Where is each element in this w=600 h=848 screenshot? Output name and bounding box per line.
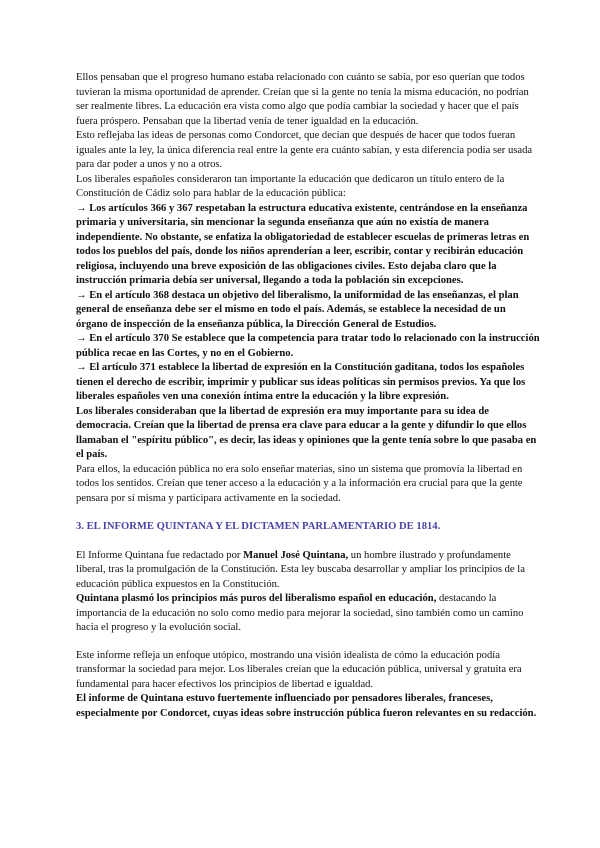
paragraph-informe-quintana bbox=[76, 549, 540, 593]
bullet-article-370: → En el artículo 370 Se establece que la competencia para tratar todo lo relacionado con la instrucción pública recae en las Cortes, y no en el Gobierno. bbox=[76, 333, 540, 359]
paragraph-influence: El informe de Quintana estuvo fuertemente influenciado por pensadores liberales, franceses, especialmente por Condorcet, cuyas ideas sobre instrucción pública fueron relevantes en su redacción. bbox=[76, 693, 537, 719]
text-run: un hombre ilustrado y profundamente liberal, tras la promulgación de la Constitución. Esta ley buscaba desarrollar y ampliar los principios de la educación pública expuestos en la Constitución. bbox=[76, 549, 525, 590]
paragraph-progress: Ellos pensaban que el progreso humano estaba relacionado con cuánto se sabía, por eso querían que todos tuvieran la misma oportunidad de aprender. Creían que si la gente no tenía la misma educación, no podrían ser realmente libres. La educación era vista como algo que podía cambiar la sociedad y hacer que el país fuera próspero. Pensaban que la libertad venía de tener igualdad en la educación. bbox=[76, 72, 529, 127]
paragraph-constitution: Los liberales españoles consideraron tan importante la educación que dedicaron un título entero de la Constitución de Cádiz solo para hablar de la educación pública: bbox=[76, 173, 505, 199]
text-run: destacando la importancia de la educación no solo como medio para mejorar la sociedad, sino también como un camino hacia el progreso y la evolución social. bbox=[76, 593, 524, 633]
author-name: Manuel José Quintana, bbox=[243, 549, 349, 561]
paragraph-utopian: Este informe refleja un enfoque utópico, mostrando una visión idealista de cómo la educación podía transformar la sociedad para mejor. Los liberales creían que la educación pública, universal y gratuita era fundamental para hacer efectivos los principios de libertad e igualdad. bbox=[76, 649, 522, 690]
section-heading: 3. EL INFORME QUINTANA Y EL DICTAMEN PARLAMENTARIO DE 1814. bbox=[76, 521, 441, 532]
text-run: El Informe Quintana fue redactado por bbox=[76, 549, 244, 561]
bullet-article-371: → El artículo 371 establece la libertad de expresión en la Constitución gaditana, todos los españoles tienen el derecho de escribir, imprimir y publicar sus ideas políticas sin permisos previos. Ya que los liberales españoles ven una conexión íntima entre la educación y la libre expresión. bbox=[76, 362, 526, 402]
section-2 bbox=[76, 549, 540, 722]
paragraph-public-education: Para ellos, la educación pública no era solo enseñar materias, sino un sistema que promovía la libertad en todos los sentidos. Creían que tener acceso a la educación y a la información era crucial para que la gente pensara por sí misma y participara activamente en la sociedad. bbox=[76, 463, 523, 504]
bullet-article-368: → En el artículo 368 destaca un objetivo del liberalismo, la uniformidad de las enseñanzas, el plan general de enseñanza debe ser el mismo en todo el país. Además, se establece la necesidad de un órgano de inspección de la enseñanza pública, la Dirección General de Estudios. bbox=[76, 289, 519, 330]
paragraph-condorcet: Esto reflejaba las ideas de personas como Condorcet, que decían que después de hacer que todos fueran iguales ante la ley, la única diferencia real entre la gente era cuánto sabían, y esta diferencia podía ser usada para dar poder a unos y no a otros. bbox=[76, 130, 533, 170]
paragraph-freedom-expression: Los liberales consideraban que la libertad de expresión era muy importante para su idea de democracia. Creían que la libertad de prensa era clave para educar a la gente y difundir lo que ellos llamaban el "espíritu público", es decir, las ideas y opiniones que la gente tenía sobre lo que pasaba en el país. bbox=[76, 405, 537, 460]
bullet-articles-366-367: → Los artículos 366 y 367 respetaban la estructura educativa existente, centrándose en la enseñanza primaria y universitaria, sin mencionar la segunda enseñanza que aún no existía de manera independiente. No obstante, se enfatiza la obligatoriedad de establecer escuelas de primeras letras en todos los pueblos del país, donde los niños aprenderían a leer, escribir, contar y recibirán educación religiosa, incluyendo una breve exposición de las obligaciones civiles. Esto dejaba claro que la instrucción primaria debía ser universal, llegando a toda la población sin excepciones. bbox=[76, 202, 530, 286]
paragraph-quintana-principles bbox=[76, 592, 540, 636]
emphasis-text: Quintana plasmó los principios más puros del liberalismo español en educación, bbox=[76, 593, 437, 604]
spacer bbox=[76, 636, 540, 649]
section-1 bbox=[76, 71, 540, 506]
